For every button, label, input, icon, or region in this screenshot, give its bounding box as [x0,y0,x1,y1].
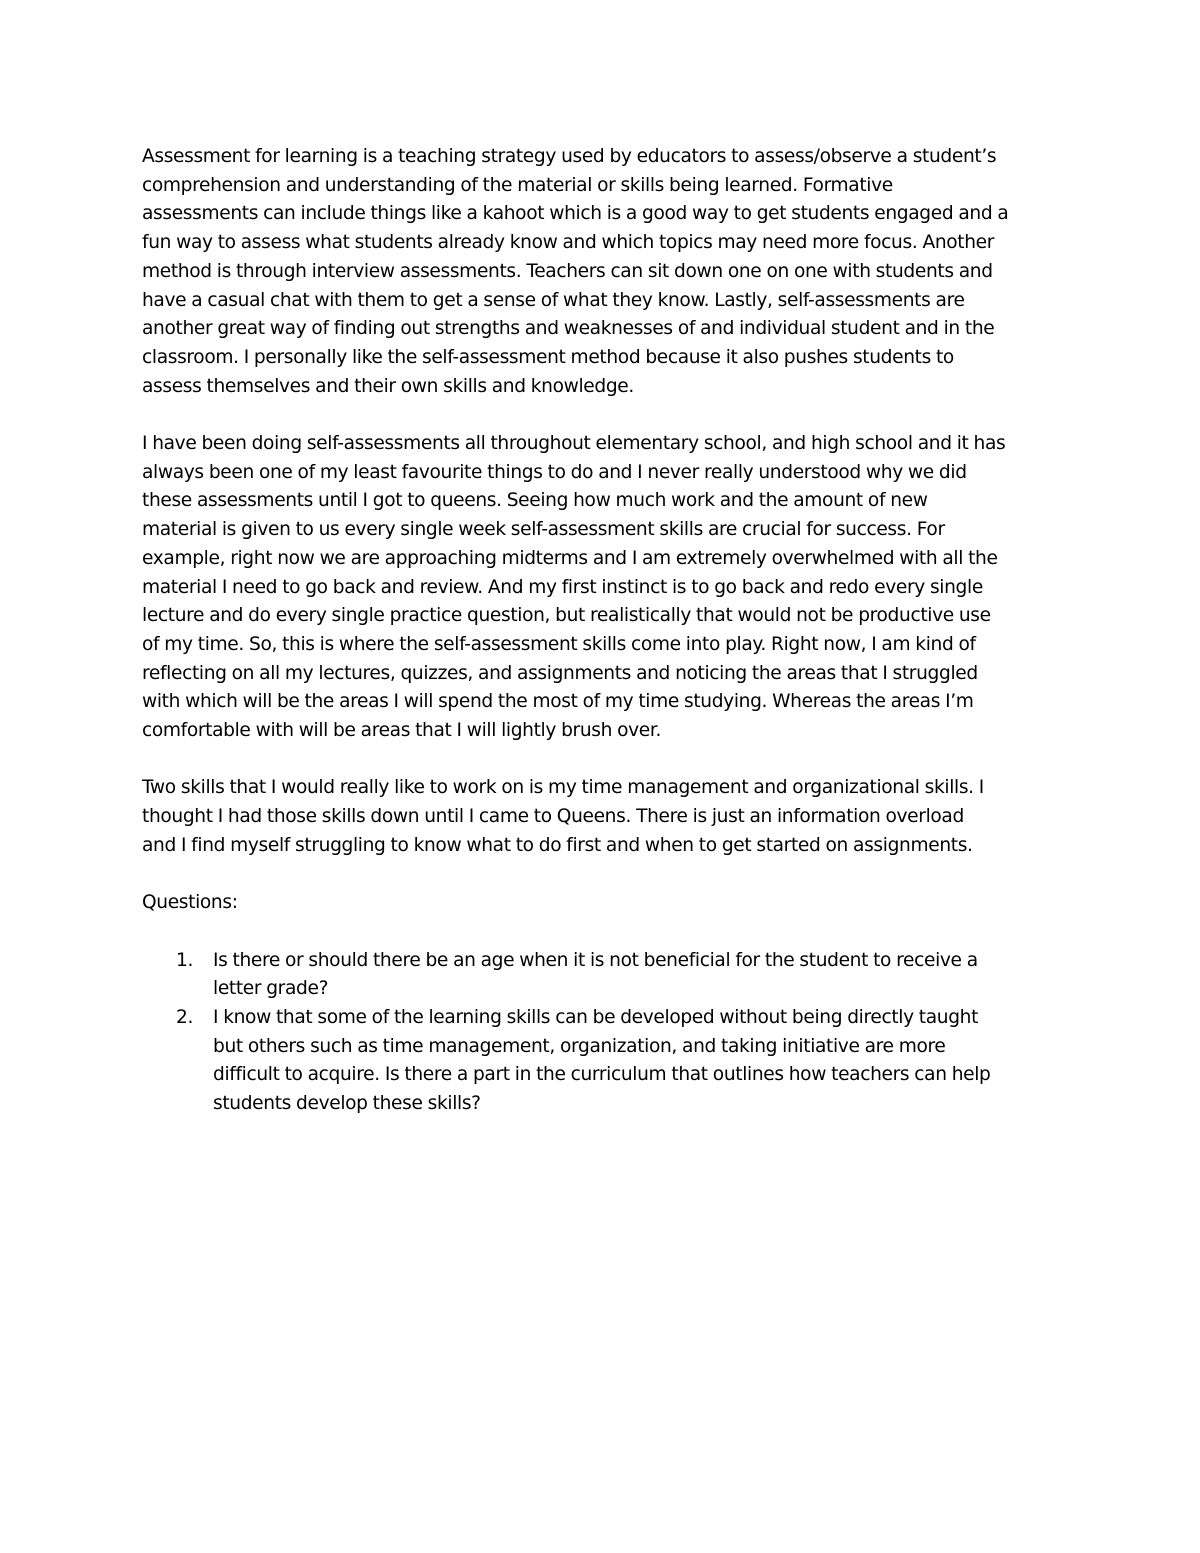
question-number: 1. [176,949,194,971]
document-body [142,143,1062,1119]
text-line: letter grade? [213,978,329,1000]
text-line: of my time. So, this is where the self-assessment skills come into play. Right now, I am kind of [142,633,976,655]
text-line: lecture and do every single practice question, but realistically that would not be productive use [142,605,991,627]
paragraph-assessment-for-learning [142,143,1062,401]
text-line: Is there or should there be an age when it is not beneficial for the student to receive a [213,949,978,971]
paragraph-skills-to-improve [142,774,1062,860]
text-line: and I find myself struggling to know what to do first and when to get started on assignments. [142,834,973,856]
text-line: I have been doing self-assessments all throughout elementary school, and high school and it has [142,433,1006,455]
text-line: example, right now we are approaching midterms and I am extremely overwhelmed with all the [142,547,998,569]
text-line: but others such as time management, organization, and taking initiative are more [213,1035,946,1057]
text-line: difficult to acquire. Is there a part in the curriculum that outlines how teachers can help [213,1064,991,1086]
text-line: fun way to assess what students already know and which topics may need more focus. Another [142,232,995,254]
text-line: assessments can include things like a kahoot which is a good way to get students engaged and a [142,203,1009,225]
text-line: Two skills that I would really like to work on is my time management and organizational skills. I [142,777,984,799]
question-item [142,1004,1062,1119]
text-line: Assessment for learning is a teaching strategy used by educators to assess/observe a student’s [142,146,997,167]
text-line: comfortable with will be areas that I will lightly brush over. [142,720,662,742]
questions-list [142,947,1062,1119]
text-line: have a casual chat with them to get a sense of what they know. Lastly, self-assessments are [142,289,965,311]
text-line: reflecting on all my lectures, quizzes, and assignments and noticing the areas that I struggled [142,662,978,684]
text-line: another great way of finding out strengths and weaknesses of and individual student and in the [142,318,995,340]
text-line: material I need to go back and review. And my first instinct is to go back and redo every single [142,576,983,598]
text-line: thought I had those skills down until I came to Queens. There is just an information overload [142,806,964,828]
text-line: with which will be the areas I will spend the most of my time studying. Whereas the areas I’m [142,691,974,713]
questions-heading: Questions: [142,892,238,914]
text-line: always been one of my least favourite things to do and I never really understood why we did [142,461,967,483]
text-line: assess themselves and their own skills and knowledge. [142,375,634,397]
text-line: method is through interview assessments. Teachers can sit down one on one with students and [142,260,993,282]
text-line: students develop these skills? [213,1093,481,1115]
text-line: these assessments until I got to queens. Seeing how much work and the amount of new [142,490,928,512]
text-line: comprehension and understanding of the material or skills being learned. Formative [142,174,893,196]
question-item [142,947,1062,1004]
text-line: classroom. I personally like the self-assessment method because it also pushes students to [142,346,954,368]
text-line: I know that some of the learning skills can be developed without being directly taught [213,1007,979,1029]
text-line: material is given to us every single week self-assessment skills are crucial for success. For [142,519,945,541]
question-number: 2. [176,1007,194,1029]
paragraph-self-assessment-experience [142,430,1062,746]
